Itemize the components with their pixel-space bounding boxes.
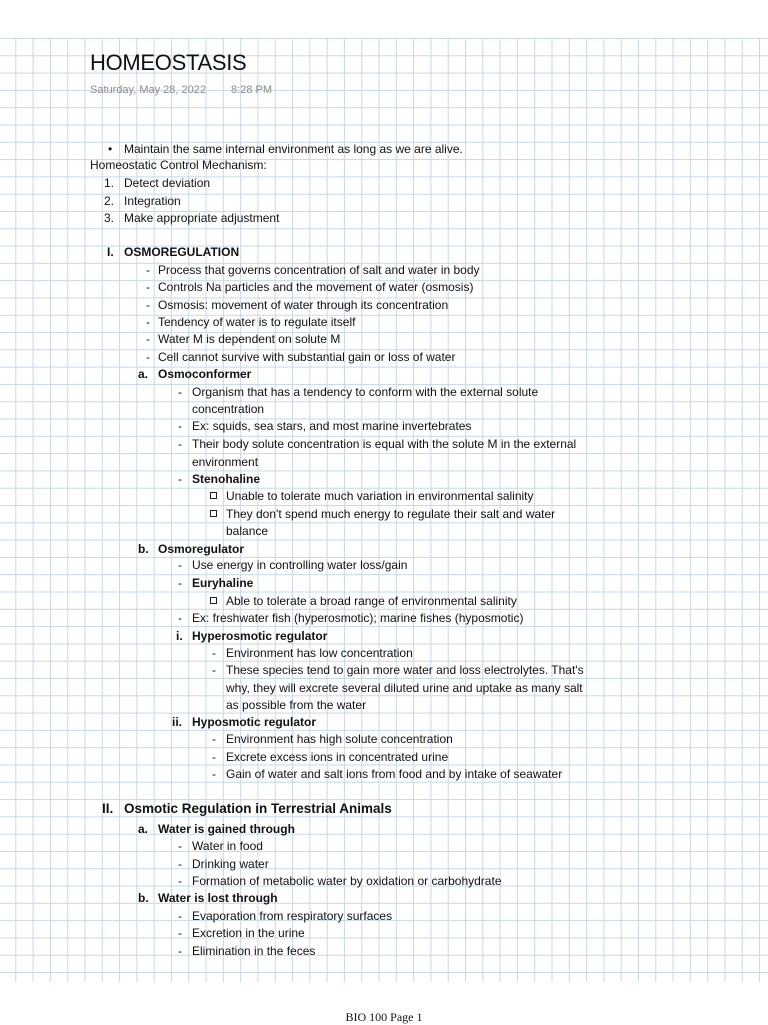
page-footer: BIO 100 Page 1: [345, 1010, 423, 1024]
dash-icon: -: [178, 576, 182, 590]
dash-icon: -: [178, 558, 182, 572]
note-line: Able to tolerate a broad range of environmental salinity: [226, 594, 517, 608]
note-line: Elimination in the feces: [192, 944, 316, 958]
subheading: Water is gained through: [158, 822, 295, 836]
note-line: Environment has high solute concentration: [226, 732, 453, 746]
subheading: Stenohaline: [192, 472, 261, 486]
note-line: They don't spend much energy to regulate their salt and water: [226, 507, 556, 521]
dash-icon: -: [178, 472, 182, 486]
dash-icon: -: [146, 298, 150, 312]
dash-icon: -: [146, 315, 150, 329]
list-marker: 1.: [104, 176, 115, 190]
dash-icon: -: [146, 332, 150, 346]
dash-icon: -: [178, 437, 182, 451]
dash-icon: -: [146, 350, 150, 364]
section-heading: Osmotic Regulation in Terrestrial Animals: [124, 801, 392, 816]
note-line: Maintain the same internal environment as long as we are alive.: [124, 142, 463, 156]
note-line: Unable to tolerate much variation in environmental salinity: [226, 489, 534, 503]
subheading: Osmoconformer: [158, 367, 252, 381]
list-marker: i.: [176, 629, 183, 643]
list-marker: a.: [138, 822, 149, 836]
dash-icon: -: [146, 263, 150, 277]
subheading: Hyposmotic regulator: [192, 715, 317, 729]
note-line: These species tend to gain more water and loss electrolytes. That's: [226, 663, 584, 677]
note-line: why, they will excrete several diluted urine and uptake as many salt: [226, 681, 583, 695]
list-marker: 3.: [104, 211, 115, 225]
subheading: Osmoregulator: [158, 542, 245, 556]
note-line: balance: [226, 524, 269, 538]
note-line: Water in food: [192, 839, 263, 853]
note-line: Excrete excess ions in concentrated urine: [226, 750, 449, 764]
subheading: Euryhaline: [192, 576, 254, 590]
dash-icon: -: [212, 663, 216, 677]
dash-icon: -: [178, 385, 182, 399]
dash-icon: -: [178, 857, 182, 871]
dash-icon: -: [178, 611, 182, 625]
note-time: 8:28 PM: [231, 84, 273, 96]
note-metadata: [90, 84, 272, 96]
list-marker: II.: [102, 801, 114, 816]
dash-icon: -: [212, 732, 216, 746]
note-line: Evaporation from respiratory surfaces: [192, 909, 393, 923]
note-line: Detect deviation: [124, 176, 211, 190]
note-line: Water M is dependent on solute M: [158, 332, 341, 346]
dash-icon: -: [178, 926, 182, 940]
list-marker: ii.: [172, 715, 183, 729]
note-date: Saturday, May 28, 2022: [90, 84, 206, 96]
dash-icon: -: [178, 419, 182, 433]
list-marker: b.: [138, 891, 149, 905]
note-line: as possible from the water: [226, 698, 367, 712]
note-line: Osmosis: movement of water through its concentration: [158, 298, 449, 312]
list-marker: I.: [107, 245, 114, 259]
dash-icon: -: [178, 909, 182, 923]
subheading: Hyperosmotic regulator: [192, 629, 328, 643]
dash-icon: -: [178, 839, 182, 853]
note-line: Ex: freshwater fish (hyperosmotic); marine fishes (hyposmotic): [192, 611, 524, 625]
note-line: Controls Na particles and the movement of water (osmosis): [158, 280, 474, 294]
bullet-icon: •: [108, 142, 113, 156]
note-line: Drinking water: [192, 857, 269, 871]
note-line: Excretion in the urine: [192, 926, 305, 940]
square-bullet-icon: [210, 597, 217, 604]
note-line: Formation of metabolic water by oxidation or carbohydrate: [192, 874, 502, 888]
note-line: Organism that has a tendency to conform with the external solute: [192, 385, 539, 399]
note-line: Make appropriate adjustment: [124, 211, 280, 225]
note-line: Ex: squids, sea stars, and most marine invertebrates: [192, 419, 472, 433]
note-line: Environment has low concentration: [226, 646, 413, 660]
square-bullet-icon: [210, 492, 217, 499]
note-line: Use energy in controlling water loss/gain: [192, 558, 408, 572]
list-marker: a.: [138, 367, 149, 381]
note-line: Process that governs concentration of salt and water in body: [158, 263, 480, 277]
note-line: Tendency of water is to regulate itself: [158, 315, 356, 329]
note-line: environment: [192, 455, 259, 469]
square-bullet-icon: [210, 510, 217, 517]
note-line: Cell cannot survive with substantial gain or loss of water: [158, 350, 456, 364]
dash-icon: -: [178, 874, 182, 888]
note-line: Their body solute concentration is equal with the solute M in the external: [192, 437, 577, 451]
note-line: Gain of water and salt ions from food and by intake of seawater: [226, 767, 563, 781]
dash-icon: -: [146, 280, 150, 294]
subheading: Water is lost through: [158, 891, 278, 905]
page-title: HOMEOSTASIS: [90, 50, 247, 75]
note-line: concentration: [192, 402, 265, 416]
list-marker: b.: [138, 542, 149, 556]
note-line: Integration: [124, 194, 181, 208]
note-line: Homeostatic Control Mechanism:: [90, 158, 267, 172]
dash-icon: -: [212, 750, 216, 764]
list-marker: 2.: [104, 194, 115, 208]
section-heading: OSMOREGULATION: [124, 245, 240, 259]
dash-icon: -: [212, 767, 216, 781]
dash-icon: -: [178, 944, 182, 958]
dash-icon: -: [212, 646, 216, 660]
